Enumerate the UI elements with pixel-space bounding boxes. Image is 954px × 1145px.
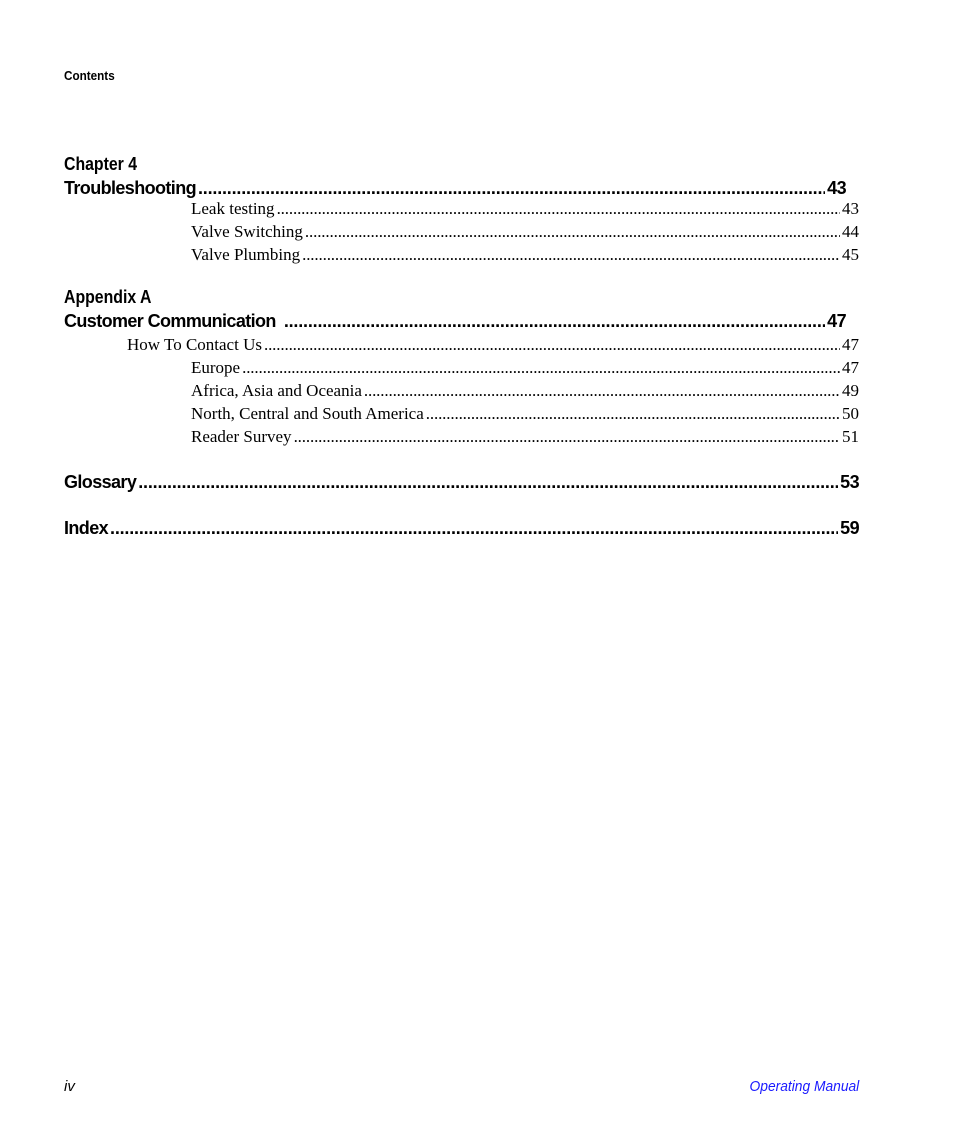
toc-entry-title: Valve Switching: [191, 222, 303, 241]
chapter-label: Chapter 4: [64, 154, 138, 174]
dot-leader: [138, 472, 838, 493]
running-head: Contents: [64, 68, 115, 83]
toc-entry-americas[interactable]: [191, 404, 859, 426]
toc-entry-title: Glossary: [64, 472, 137, 492]
toc-entry-title: How To Contact Us: [127, 335, 262, 354]
toc-entry-glossary[interactable]: [64, 472, 859, 496]
toc-entry-page: 51: [842, 427, 859, 446]
toc-entry-page: 45: [842, 245, 859, 264]
toc-entry-page: 43: [827, 178, 846, 198]
toc-entry-title: Index: [64, 518, 109, 538]
toc-entry-valve-switching[interactable]: [191, 222, 859, 244]
dot-leader: [305, 222, 840, 242]
toc-entry-africa-asia-oceania[interactable]: [191, 381, 859, 403]
dot-leader: [110, 518, 838, 539]
toc-entry-title: Leak testing: [191, 199, 275, 218]
toc-entry-title: Troubleshooting: [64, 178, 196, 198]
toc-entry-page: 44: [842, 222, 859, 241]
dot-leader: [198, 178, 825, 199]
toc-entry-reader-survey[interactable]: [191, 427, 859, 449]
toc-entry-title: North, Central and South America: [191, 404, 424, 423]
toc-entry-index[interactable]: [64, 518, 859, 542]
toc-entry-europe[interactable]: [191, 358, 859, 380]
toc-entry-page: 49: [842, 381, 859, 400]
toc-entry-customer-communication[interactable]: [64, 311, 846, 335]
toc-entry-page: 53: [840, 472, 859, 492]
dot-leader: [242, 358, 840, 378]
dot-leader: [284, 311, 825, 332]
toc-entry-page: 59: [840, 518, 859, 538]
page-number: iv: [64, 1078, 75, 1095]
toc-entry-page: 47: [842, 335, 859, 354]
toc-entry-page: 43: [842, 199, 859, 218]
toc-entry-page: 50: [842, 404, 859, 423]
toc-entry-title: Customer Communication: [64, 311, 276, 331]
manual-title-footer: Operating Manual: [749, 1078, 859, 1095]
toc-entry-page: 47: [842, 358, 859, 377]
appendix-label: Appendix A: [64, 287, 152, 307]
dot-leader: [302, 245, 840, 265]
toc-entry-title: Reader Survey: [191, 427, 292, 446]
toc-entry-title: Africa, Asia and Oceania: [191, 381, 362, 400]
dot-leader: [294, 427, 840, 447]
dot-leader: [364, 381, 840, 401]
dot-leader: [264, 335, 840, 355]
toc-entry-title: Europe: [191, 358, 241, 377]
dot-leader: [277, 199, 840, 219]
dot-leader: [426, 404, 840, 424]
toc-entry-how-to-contact-us[interactable]: [127, 335, 859, 357]
toc-entry-title: Valve Plumbing: [191, 245, 301, 264]
toc-entry-leak-testing[interactable]: [191, 199, 859, 221]
toc-entry-page: 47: [827, 311, 846, 331]
toc-entry-valve-plumbing[interactable]: [191, 245, 859, 267]
